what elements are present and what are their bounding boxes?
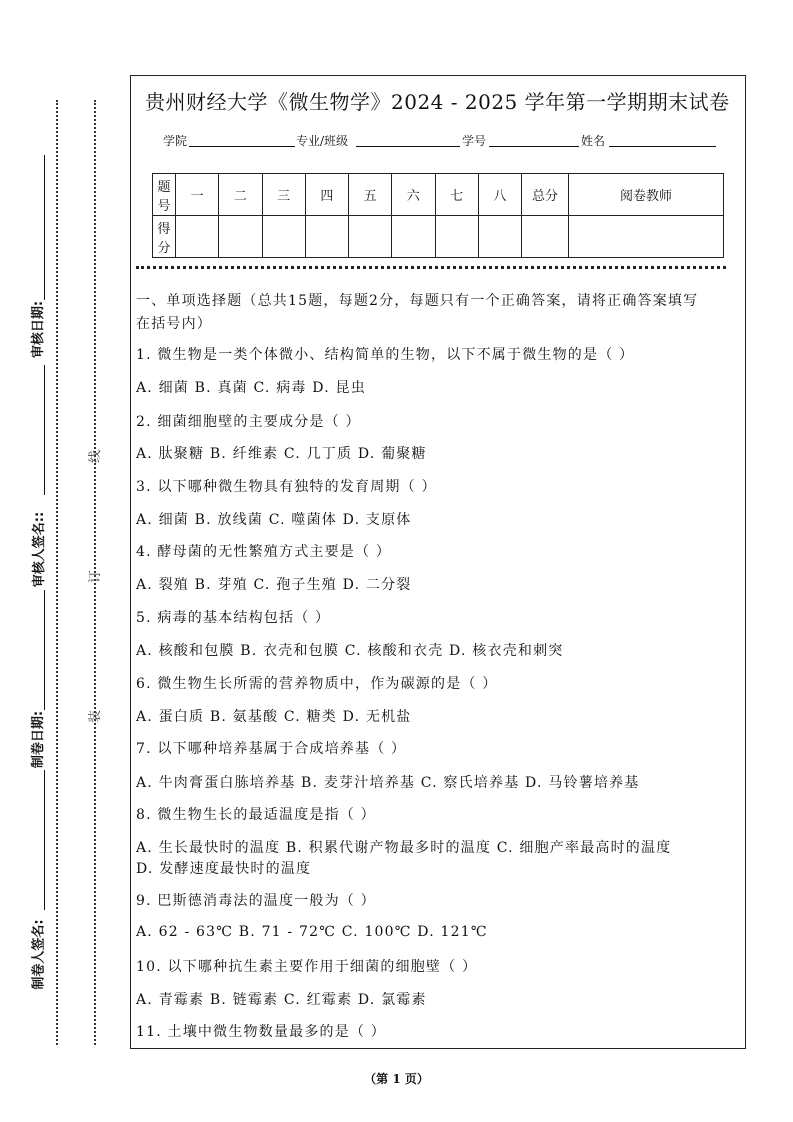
reviewer-signature-label: 审核人签名::: [32, 511, 48, 588]
score-cell[interactable]: [176, 216, 219, 258]
answer-options: A. 生长最快时的温度 B. 积累代谢产物最多时的温度 C. 细胞产率最高时的温度: [136, 840, 672, 856]
binding-mark-xian: 线: [88, 449, 104, 464]
score-cell[interactable]: [522, 216, 569, 258]
header-cell: 阅卷教师: [569, 174, 724, 216]
question-text: 7. 以下哪种培养基属于合成培养基（ ）: [136, 741, 407, 757]
signature-line: [44, 770, 45, 910]
question-text: 5. 病毒的基本结构包括（ ）: [136, 610, 331, 626]
header-cell: 四: [305, 174, 348, 216]
dotted-divider: [136, 266, 726, 269]
score-table: [152, 173, 724, 258]
header-cell: 总分: [522, 174, 569, 216]
signature-line: [44, 155, 45, 300]
answer-options: A. 牛肉膏蛋白胨培养基 B. 麦芽汁培养基 C. 察氏培养基 D. 马铃薯培养基: [136, 775, 640, 791]
score-cell[interactable]: [262, 216, 305, 258]
answer-options: A. 62 - 63℃ B. 71 - 72℃ C. 100℃ D. 121℃: [136, 924, 488, 940]
name-field[interactable]: [609, 146, 716, 147]
header-cell: 一: [176, 174, 219, 216]
header-cell: 三: [262, 174, 305, 216]
major-class-label: 专业/班级: [296, 134, 349, 148]
signature-line: [44, 590, 45, 710]
exam-title: 贵州财经大学《微生物学》2024 - 2025 学年第一学期期末试卷: [145, 90, 730, 114]
review-date-label: 审核日期:: [31, 300, 47, 359]
college-field[interactable]: [189, 146, 295, 147]
header-cell: 八: [478, 174, 521, 216]
binding-dotted-line-outer: [56, 100, 58, 1045]
header-cell: 六: [392, 174, 435, 216]
header-cell: 题号: [153, 174, 176, 216]
answer-options: A. 肽聚糖 B. 纤维素 C. 几丁质 D. 葡聚糖: [136, 446, 427, 462]
header-cell: 二: [219, 174, 262, 216]
answer-options: A. 蛋白质 B. 氨基酸 C. 糖类 D. 无机盐: [136, 709, 412, 725]
question-text: 6. 微生物生长所需的营养物质中，作为碳源的是（ ）: [136, 676, 498, 692]
section-heading: 一、单项选择题（总共15题，每题2分，每题只有一个正确答案，请将正确答案填写: [136, 293, 699, 309]
binding-mark-ding: 订: [88, 569, 104, 584]
question-text: 1. 微生物是一类个体微小、结构简单的生物，以下不属于微生物的是（ ）: [136, 347, 635, 363]
question-text: 11. 土壤中微生物数量最多的是（ ）: [136, 1024, 386, 1040]
answer-options: A. 细菌 B. 放线菌 C. 噬菌体 D. 支原体: [136, 512, 412, 528]
header-cell: 七: [435, 174, 478, 216]
score-cell[interactable]: [569, 216, 724, 258]
score-cell[interactable]: [305, 216, 348, 258]
question-text: 2. 细菌细胞壁的主要成分是（ ）: [136, 414, 361, 430]
question-text: 3. 以下哪种微生物具有独特的发育周期（ ）: [136, 479, 437, 495]
major-class-field[interactable]: [356, 146, 460, 147]
question-text: 10. 以下哪种抗生素主要作用于细菌的细胞壁（ ）: [136, 959, 478, 975]
score-row-label: 得分: [153, 216, 176, 258]
student-id-field[interactable]: [489, 146, 579, 147]
question-text: 4. 酵母菌的无性繁殖方式主要是（ ）: [136, 544, 392, 560]
paper-maker-signature-label: 制卷人签名:: [31, 919, 47, 990]
score-cell[interactable]: [349, 216, 392, 258]
question-text: 9. 巴斯德消毒法的温度一般为（ ）: [136, 893, 376, 909]
answer-options: A. 细菌 B. 真菌 C. 病毒 D. 昆虫: [136, 380, 366, 396]
answer-options: A. 青霉素 B. 链霉素 C. 红霉素 D. 氯霉素: [136, 992, 427, 1008]
score-cell[interactable]: [219, 216, 262, 258]
header-cell: 五: [349, 174, 392, 216]
college-label: 学院: [163, 134, 188, 148]
page-number: （第 1 页）: [364, 1072, 429, 1086]
paper-date-label: 制卷日期:: [31, 710, 47, 769]
signature-line: [44, 365, 45, 495]
answer-options: A. 裂殖 B. 芽殖 C. 孢子生殖 D. 二分裂: [136, 577, 412, 593]
binding-mark-zhuang: 装: [88, 709, 104, 724]
score-cell[interactable]: [435, 216, 478, 258]
score-cell[interactable]: [392, 216, 435, 258]
score-cell[interactable]: [478, 216, 521, 258]
name-label: 姓名: [581, 134, 606, 148]
section-heading: 在括号内）: [136, 316, 212, 332]
question-text: 8. 微生物生长的最适温度是指（ ）: [136, 807, 376, 823]
answer-options: D. 发酵速度最快时的温度: [136, 861, 312, 877]
student-id-label: 学号: [462, 134, 487, 148]
answer-options: A. 核酸和包膜 B. 衣壳和包膜 C. 核酸和衣壳 D. 核衣壳和刺突: [136, 643, 564, 659]
